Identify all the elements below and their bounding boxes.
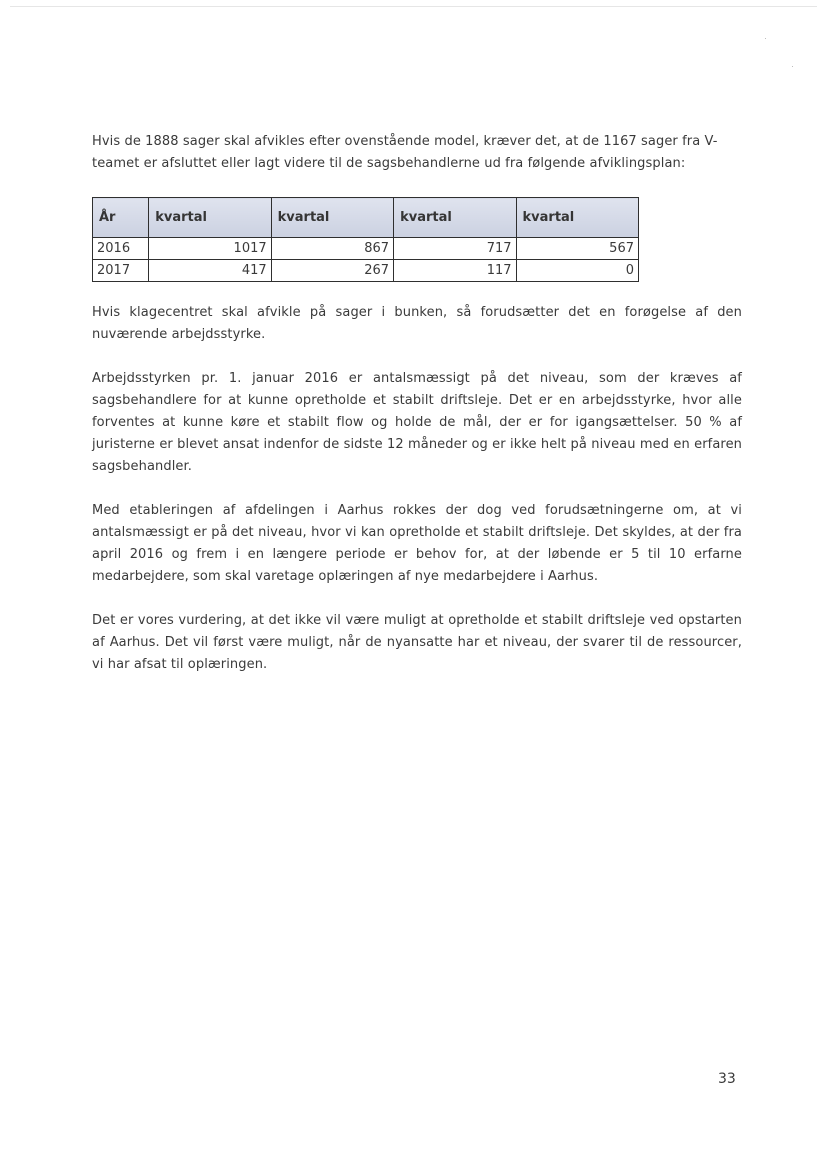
row-year: 2017: [93, 260, 149, 282]
table-cell: 567: [516, 238, 638, 260]
paragraph-2: Hvis klagecentret skal afvikle på sager i bunken, så forudsætter det en forøgelse af den nuværende arbejdsstyrke.: [92, 305, 742, 342]
scan-speck: [792, 66, 793, 67]
table-cell: 717: [394, 238, 516, 260]
table-cell: 1017: [149, 238, 271, 260]
header-year: År: [93, 198, 149, 238]
document-body: [92, 131, 742, 676]
scan-speck: [765, 38, 766, 39]
table-cell: 0: [516, 260, 638, 282]
table-cell: 417: [149, 260, 271, 282]
table-row: [93, 238, 639, 260]
paragraph-5: Det er vores vurdering, at det ikke vil være muligt at opretholde et stabilt driftsleje ved opstarten af Aarhus. Det vil først være muligt, når de nyansatte har et niveau, der svarer til de ressourcer, vi har afsat til oplæringen.: [92, 613, 742, 672]
table-cell: 117: [394, 260, 516, 282]
paragraph-intro: Hvis de 1888 sager skal afvikles efter ovenstående model, kræver det, at de 1167 sager fra V-teamet er afsluttet eller lagt videre til de sagsbehandlerne ud fra følgende afviklingsplan:: [92, 134, 718, 171]
header-quarter-4: kvartal: [516, 198, 638, 238]
table-header-row: [93, 198, 639, 238]
paragraph-4: Med etableringen af afdelingen i Aarhus rokkes der dog ved forudsætningerne om, at vi antalsmæssigt er på det niveau, hvor vi kan opretholde et stabilt driftsleje. Det skyldes, at der fra april 2016 og frem i en længere periode er behov for, at der løbende er 5 til 10 erfarne medarbejdere, som skal varetage oplæringen af nye medarbejdere i Aarhus.: [92, 503, 742, 584]
header-quarter-3: kvartal: [394, 198, 516, 238]
header-quarter-2: kvartal: [271, 198, 393, 238]
table-cell: 267: [271, 260, 393, 282]
header-quarter-1: kvartal: [149, 198, 271, 238]
paragraph-3: Arbejdsstyrken pr. 1. januar 2016 er antalsmæssigt på det niveau, som der kræves af sagsbehandlere for at kunne opretholde et stabilt driftsleje. Det er en arbejdsstyrke, hvor alle forventes at kunne køre et stabilt flow og holde de mål, der er for igangsættelser. 50 % af juristerne er blevet ansat indenfor de sidste 12 måneder og er ikke helt på niveau med en erfaren sagsbehandler.: [92, 371, 742, 474]
afviklingsplan-table: [92, 197, 639, 282]
row-year: 2016: [93, 238, 149, 260]
page-number: 33: [718, 1071, 736, 1087]
table-cell: 867: [271, 238, 393, 260]
table-row: [93, 260, 639, 282]
top-rule: [10, 6, 817, 7]
